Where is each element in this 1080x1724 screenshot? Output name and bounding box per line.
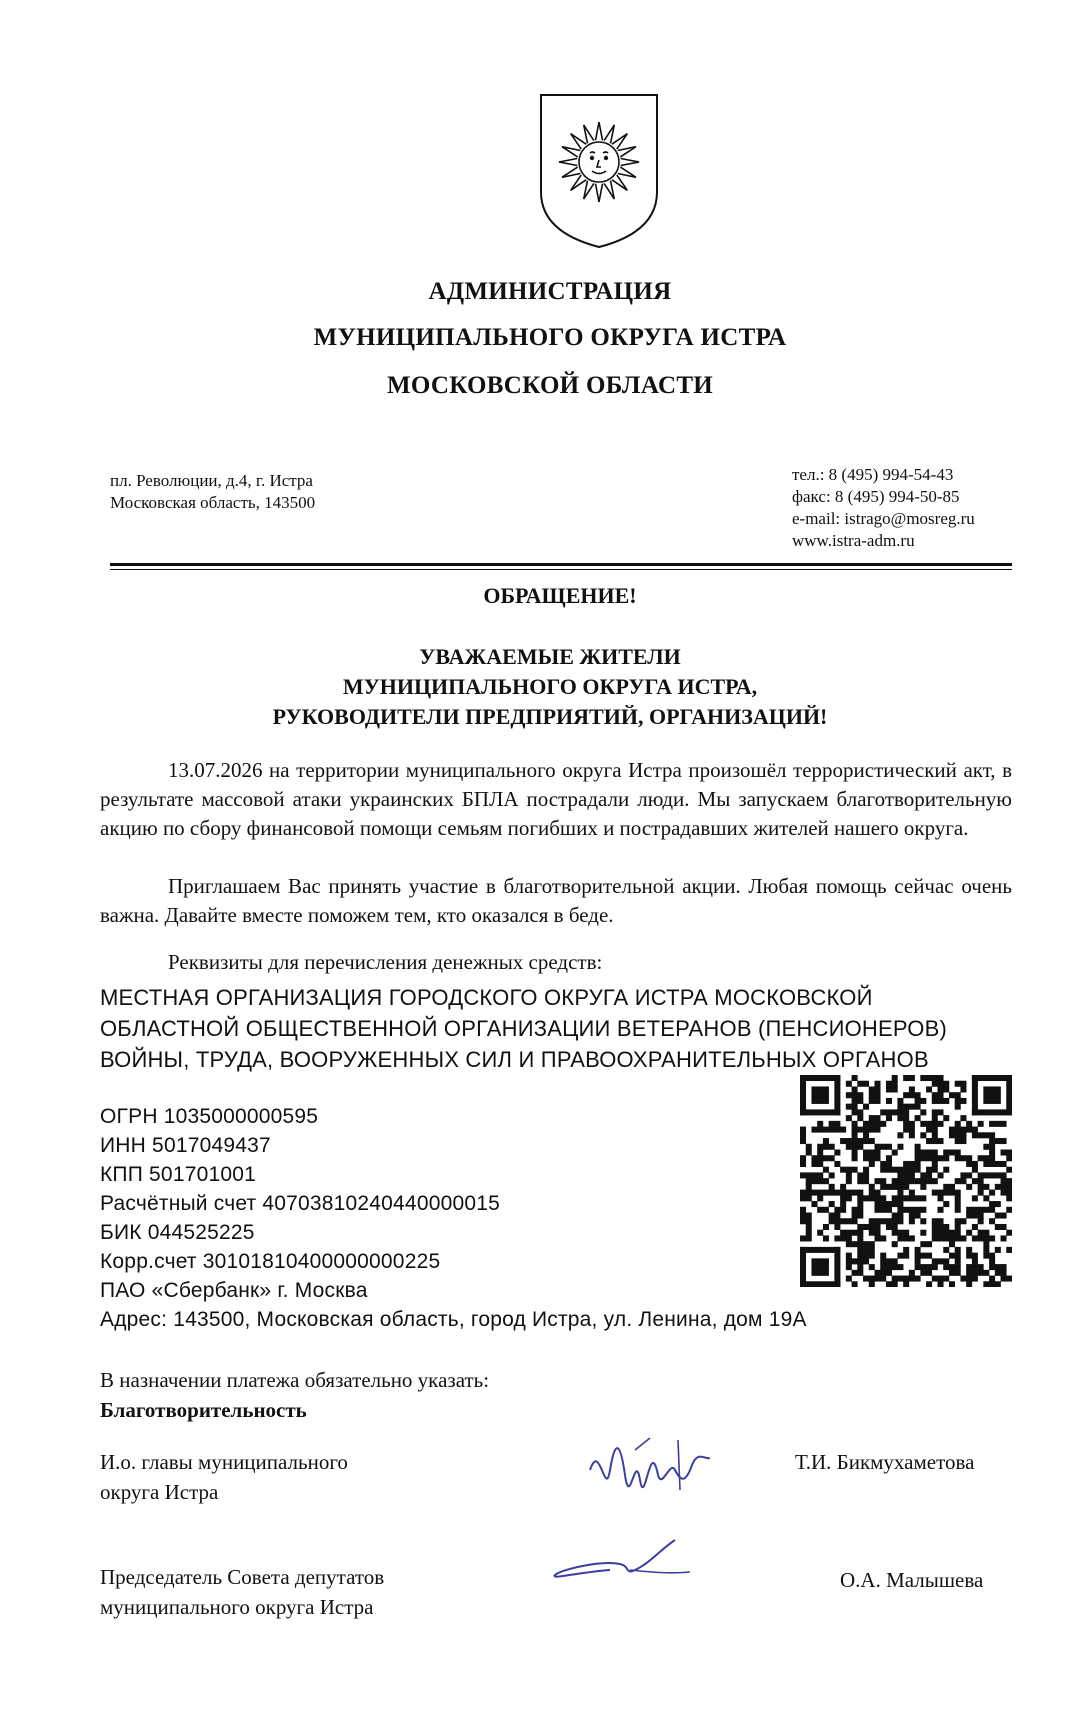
- contact-info: [792, 464, 975, 552]
- requisite-account: Расчётный счет 40703810240440000015: [100, 1192, 500, 1215]
- purpose-label: В назначении платежа обязательно указать:: [100, 1368, 490, 1392]
- signatory-role: [100, 1447, 348, 1507]
- body-paragraph: [100, 872, 1012, 930]
- role-line: Председатель Совета депутатов: [100, 1565, 385, 1589]
- requisite-bank: ПАО «Сбербанк» г. Москва: [100, 1279, 368, 1302]
- recipient-organization: МЕСТНАЯ ОРГАНИЗАЦИЯ ГОРОДСКОГО ОКРУГА ИСТРА МОСКОВСКОЙ ОБЛАСТНОЙ ОБЩЕСТВЕННОЙ ОРГАНИЗАЦИИ ВЕТЕРАНОВ (ПЕНСИОНЕРОВ) ВОЙНЫ, ТРУДА, ВООРУЖЕННЫХ СИЛ И ПРАВООХРАНИТЕЛЬНЫХ ОРГАНОВ: [100, 985, 947, 1072]
- greeting-line: УВАЖАЕМЫЕ ЖИТЕЛИ: [419, 644, 681, 669]
- address-line: пл. Революции, д.4, г. Истра: [110, 471, 313, 490]
- website-line: www.istra-adm.ru: [792, 531, 915, 550]
- paragraph-text: 13.07.2026 на территории муниципального округа Истра произошёл террористический акт, в результате массовой атаки украинских БПЛА пострадали люди. Мы запускаем благотворительную акцию по сбору финансовой помощи семьям погибших и пострадавших жителей нашего округа.: [100, 758, 1012, 840]
- address-line: Московская область, 143500: [110, 493, 316, 512]
- header-rule-thin: [110, 569, 1012, 570]
- handwritten-signature: [540, 1530, 700, 1590]
- org-title-line1: АДМИНИСТРАЦИЯ: [428, 278, 672, 305]
- org-title-line2: МУНИЦИПАЛЬНОГО ОКРУГА ИСТРА: [313, 324, 787, 351]
- appeal-title: ОБРАЩЕНИЕ!: [483, 583, 637, 608]
- body-paragraph: [100, 756, 1012, 843]
- greeting-line: РУКОВОДИТЕЛИ ПРЕДПРИЯТИЙ, ОРГАНИЗАЦИЙ!: [272, 704, 828, 729]
- requisite-ogrn: ОГРН 1035000000595: [100, 1105, 319, 1128]
- requisite-bik: БИК 044525225: [100, 1221, 255, 1244]
- requisite-address: Адрес: 143500, Московская область, город Истра, ул. Ленина, дом 19А: [100, 1308, 807, 1331]
- role-line: муниципального округа Истра: [100, 1595, 374, 1619]
- role-line: И.о. главы муниципального: [100, 1450, 348, 1474]
- email-line: e-mail: istrago@mosreg.ru: [792, 509, 975, 528]
- requisites-heading: Реквизиты для перечисления денежных средств:: [168, 950, 603, 974]
- signatory-name: О.А. Малышева: [840, 1568, 984, 1592]
- qr-code-icon: [800, 1075, 1012, 1287]
- requisite-inn: ИНН 5017049437: [100, 1134, 271, 1157]
- greeting-line: МУНИЦИПАЛЬНОГО ОКРУГА ИСТРА,: [342, 674, 758, 699]
- org-title-line3: МОСКОВСКОЙ ОБЛАСТИ: [386, 372, 714, 399]
- istra-sun-emblem-icon: [538, 92, 660, 250]
- postal-address: [110, 470, 315, 514]
- paragraph-text: Приглашаем Вас принять участие в благотворительной акции. Любая помощь сейчас очень важна. Давайте вместе поможем тем, кто оказался в беде.: [100, 874, 1012, 927]
- requisite-kpp: КПП 501701001: [100, 1163, 256, 1186]
- handwritten-signature: [580, 1430, 720, 1510]
- fax-line: факс: 8 (495) 994-50-85: [792, 487, 960, 506]
- requisite-corr-account: Корр.счет 30101810400000000225: [100, 1250, 441, 1273]
- role-line: округа Истра: [100, 1480, 219, 1504]
- requisites-list: [100, 1102, 807, 1334]
- phone-line: тел.: 8 (495) 994-54-43: [792, 465, 954, 484]
- signatory-name: Т.И. Бикмухаметова: [795, 1450, 975, 1474]
- signatory-role: [100, 1562, 384, 1622]
- header-rule-thick: [110, 563, 1012, 566]
- payment-purpose: [100, 1365, 489, 1425]
- purpose-value: Благотворительность: [100, 1398, 307, 1422]
